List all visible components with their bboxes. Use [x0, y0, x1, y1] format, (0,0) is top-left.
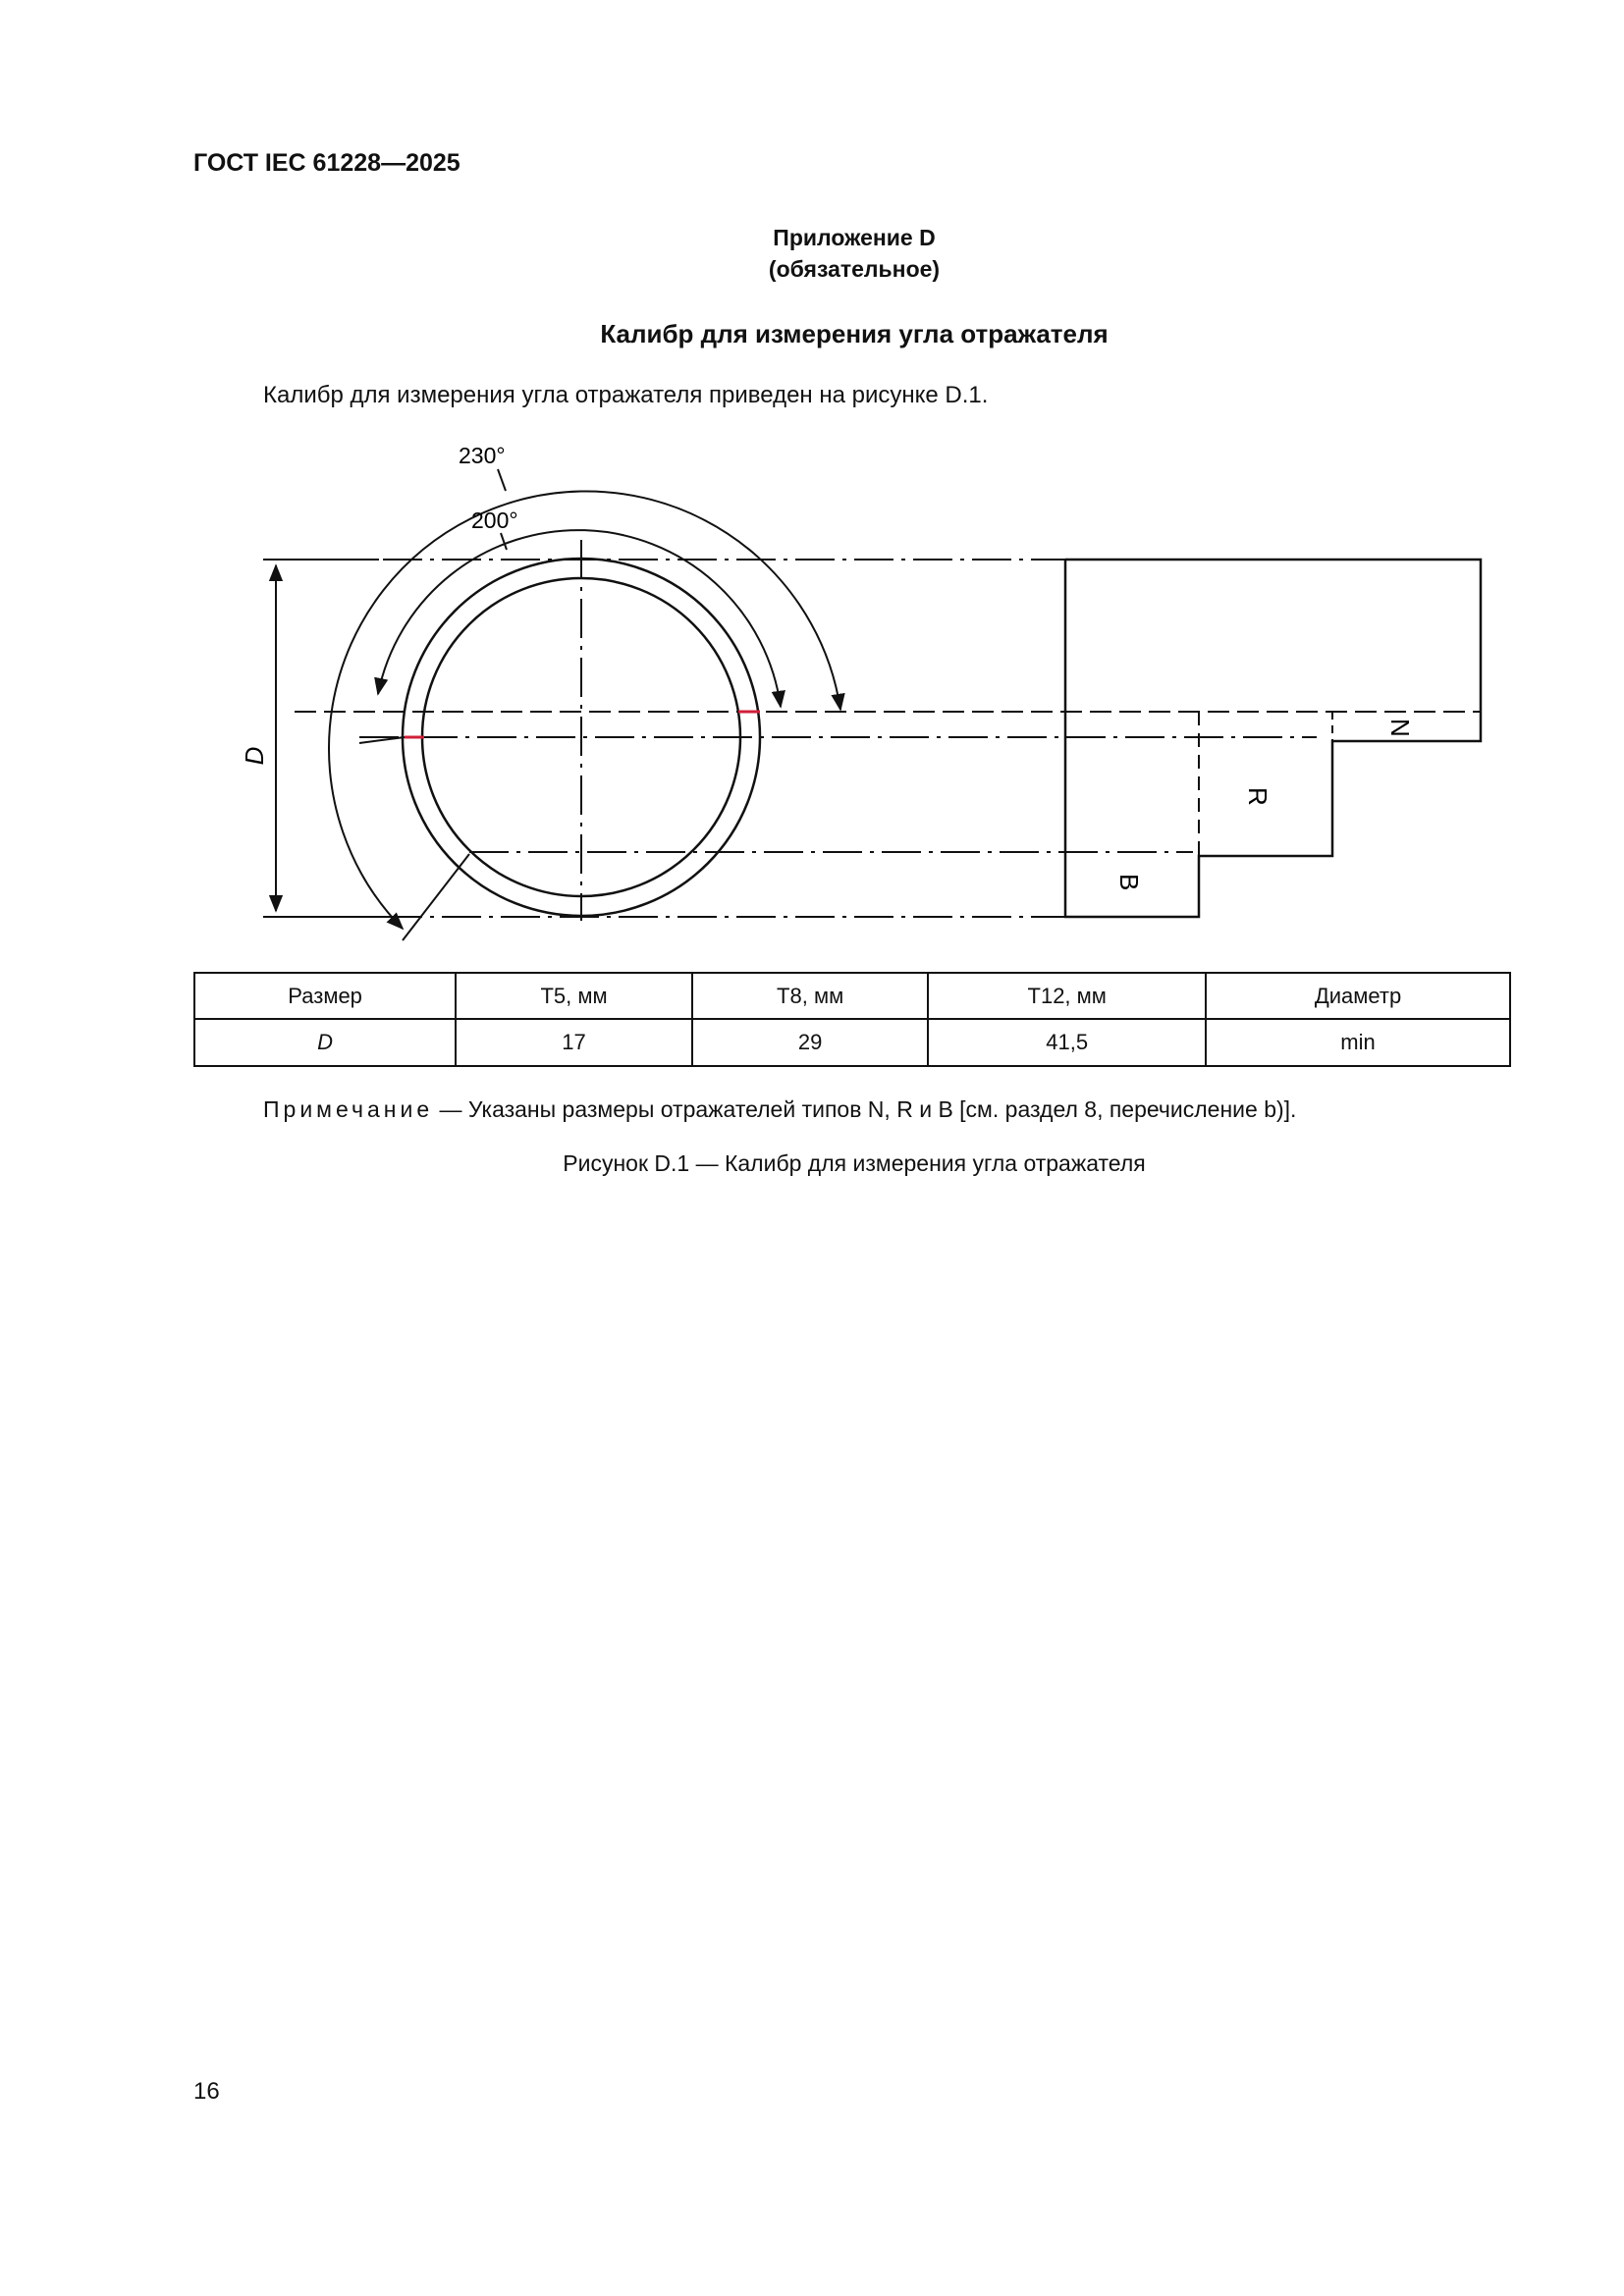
cell-t8: 29 [692, 1019, 929, 1066]
table-row [194, 1019, 1510, 1066]
arc-200-arrow [378, 530, 781, 707]
cell-size: D [194, 1019, 456, 1066]
header-t8: T8, мм [692, 973, 929, 1019]
arc-230-leader [498, 469, 506, 491]
step-label-b: B [1114, 874, 1144, 891]
angle-label-200: 200° [471, 507, 518, 533]
header-t5: T5, мм [456, 973, 692, 1019]
gauge-drawing [0, 0, 1624, 982]
document-header: ГОСТ IEC 61228—2025 [193, 149, 460, 177]
header-diameter: Диаметр [1206, 973, 1510, 1019]
header-t12: T12, мм [928, 973, 1206, 1019]
intro-paragraph: Калибр для измерения угла отражателя приведен на рисунке D.1. [263, 382, 989, 408]
annex-status: (обязательное) [768, 256, 941, 282]
arc-200-leader [501, 533, 507, 550]
cell-t12: 41,5 [928, 1019, 1206, 1066]
header-size: Размер [194, 973, 456, 1019]
cell-t5: 17 [456, 1019, 692, 1066]
dimension-label-d: D [240, 746, 269, 766]
page-number: 16 [193, 2078, 220, 2105]
note-prefix: Примечание [263, 1096, 434, 1122]
note [263, 1096, 1296, 1123]
angle-label-230: 230° [459, 443, 506, 468]
table-header-row [194, 973, 1510, 1019]
section-title: Калибр для измерения угла отражателя [600, 319, 1109, 348]
step-label-r: R [1243, 787, 1272, 806]
annex-title: Приложение D [773, 225, 936, 250]
figure-caption: Рисунок D.1 — Калибр для измерения угла отражателя [563, 1150, 1146, 1176]
note-text: — Указаны размеры отражателей типов N, R и B [см. раздел 8, перечисление b)]. [433, 1096, 1297, 1122]
leader-bottom [403, 854, 469, 940]
dimensions-table [193, 972, 1511, 1067]
cell-diameter: min [1206, 1019, 1510, 1066]
step-label-n: N [1385, 719, 1415, 737]
